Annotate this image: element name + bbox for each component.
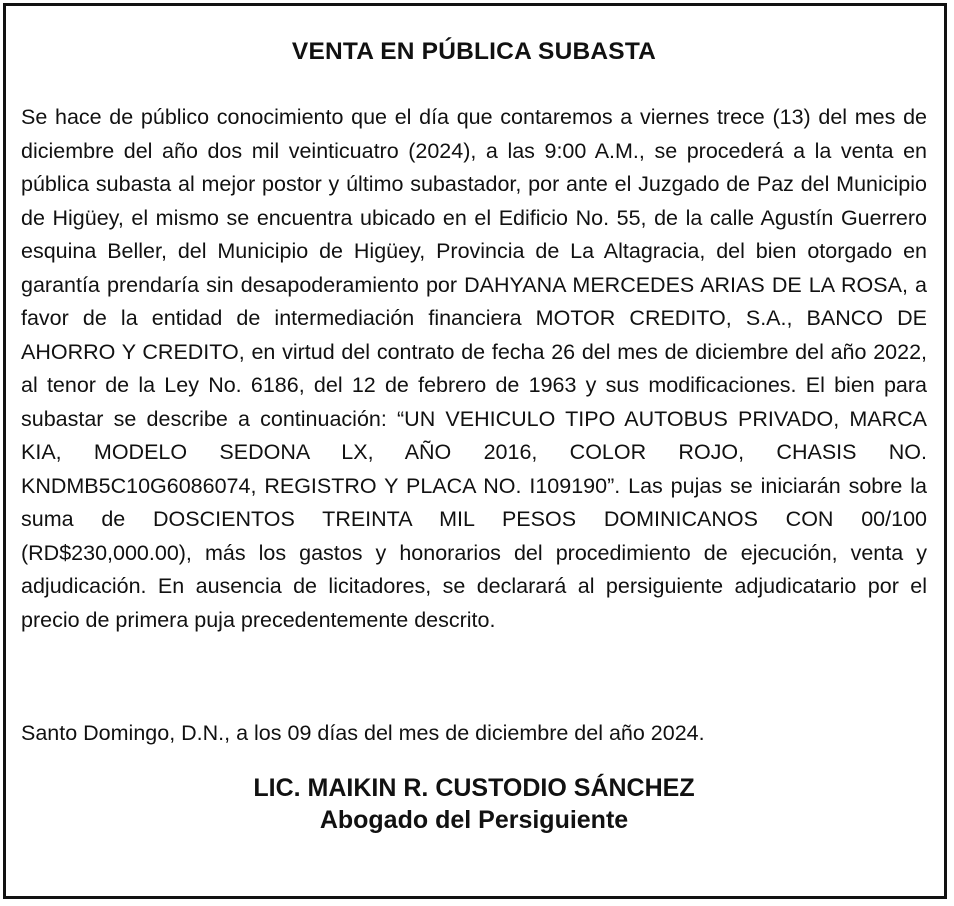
signer-role: Abogado del Persiguiente xyxy=(319,806,629,834)
signer-name: LIC. MAIKIN R. CUSTODIO SÁNCHEZ xyxy=(253,774,695,802)
notice-title: VENTA EN PÚBLICA SUBASTA xyxy=(291,38,657,65)
notice-body: Se hace de público conocimiento que el día que contaremos a viernes trece (13) del mes de diciembre del año dos mil veinticuatro (2024), a las 9:00 A.M., se procederá a la venta en pública subasta al mejor postor y último subastador, por ante el Juzgado de Paz del Municipio de Higüey, el mismo se encuentra ubicado en el Edificio No. 55, de la calle Agustín Guerrero esquina Beller, del Municipio de Higüey, Provincia de La Altagracia, del bien otorgado en garantía prendaría sin desapoderamiento por DAHYANA MERCEDES ARIAS DE LA ROSA, a favor de la entidad de intermediación financiera MOTOR CREDITO, S.A., BANCO DE AHORRO Y CREDITO, en virtud del contrato de fecha 26 del mes de diciembre del año 2022, al tenor de la Ley No. 6186, del 12 de febrero de 1963 y sus modificaciones. El bien para subastar se describe a continuación: “UN VEHICULO TIPO AUTOBUS PRIVADO, MARCA KIA, MODELO SEDONA LX, AÑO 2016, COLOR ROJO, CHASIS NO. KNDMB5C10G6086074, REGISTRO Y PLACA NO. I109190”. Las pujas se iniciarán sobre la suma de DOSCIENTOS TREINTA MIL PESOS DOMINICANOS CON 00/100 (RD$230,000.00), más los gastos y honorarios del procedimiento de ejecución, venta y adjudicación. En ausencia de licitadores, se declarará al persiguiente adjudicatario por el precio de primera puja precedentemente descrito. xyxy=(21,105,927,632)
notice-date-line: Santo Domingo, D.N., a los 09 días del mes de diciembre del año 2024. xyxy=(21,721,705,745)
